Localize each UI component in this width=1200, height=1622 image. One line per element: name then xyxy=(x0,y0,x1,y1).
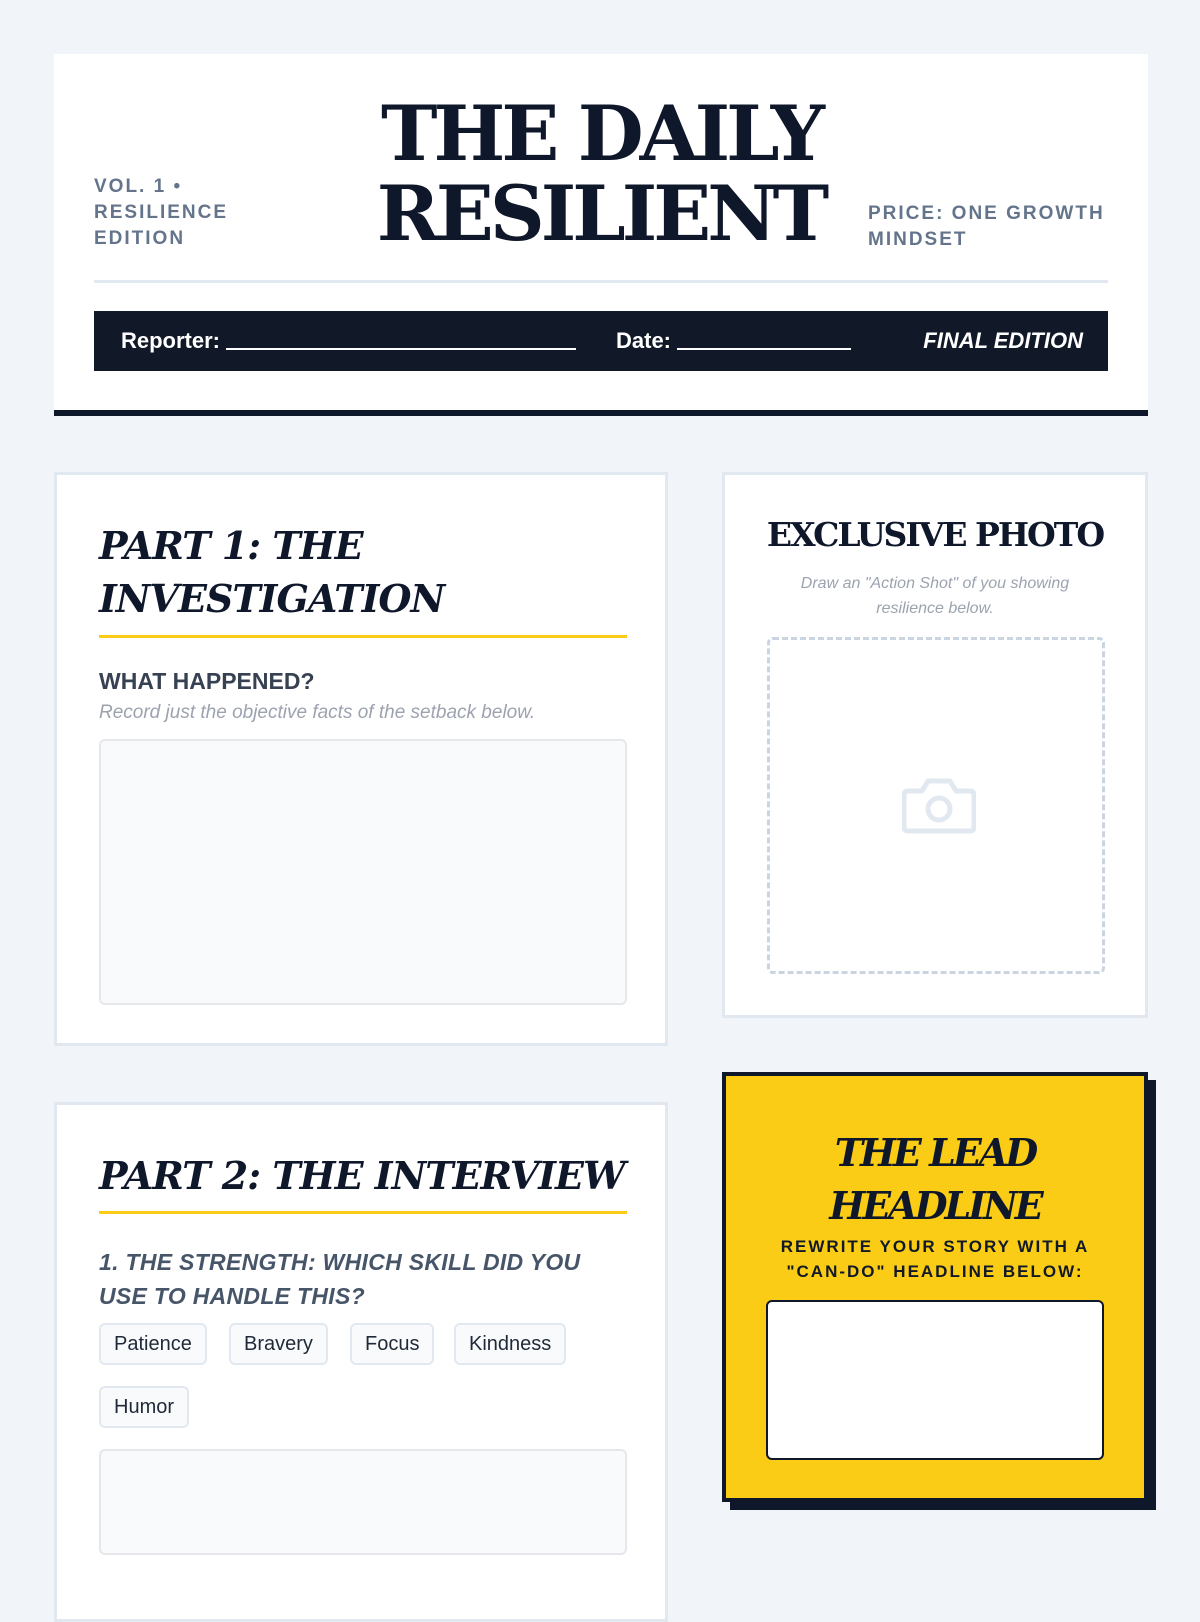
what-happened-answer-box[interactable] xyxy=(99,739,627,1005)
skill-chip-bravery[interactable]: Bravery xyxy=(229,1323,328,1365)
lead-headline-input[interactable] xyxy=(766,1300,1104,1460)
strength-question: 1. THE STRENGTH: WHICH SKILL DID YOU USE TO HANDLE THIS? xyxy=(99,1249,581,1309)
exclusive-photo-hint: Draw an "Action Shot" of you showing resilience below. xyxy=(800,575,1070,617)
skill-chip-patience[interactable]: Patience xyxy=(99,1323,207,1365)
reporter-blank[interactable] xyxy=(226,320,576,350)
what-happened-label: WHAT HAPPENED? xyxy=(99,668,315,694)
photo-drawing-area[interactable] xyxy=(767,637,1105,974)
date-label: Date: xyxy=(616,328,672,353)
part-1-title: PART 1: THE INVESTIGATION xyxy=(99,523,445,621)
title-line-1: THE DAILY xyxy=(380,89,821,178)
masthead-divider xyxy=(94,280,1108,283)
lead-headline-title xyxy=(726,1126,1144,1232)
strength-answer-box[interactable] xyxy=(99,1449,627,1555)
price-label: PRICE: ONE GROWTH MINDSET xyxy=(868,203,1105,250)
camera-icon xyxy=(902,775,976,835)
what-happened-hint: Record just the objective facts of the setback below. xyxy=(99,702,536,723)
lead-title-line-2: HEADLINE xyxy=(829,1183,1041,1228)
title-line-2: RESILIENT xyxy=(376,169,826,258)
newspaper-title xyxy=(354,89,848,258)
lead-headline-hint: REWRITE YOUR STORY WITH A "CAN-DO" HEADLINE BELOW: xyxy=(780,1237,1090,1281)
masthead xyxy=(54,54,1148,416)
exclusive-photo-card xyxy=(722,472,1148,1018)
part-2-card xyxy=(54,1102,668,1622)
lead-headline-card xyxy=(722,1072,1148,1502)
info-bar xyxy=(94,311,1108,371)
skill-chip-humor[interactable]: Humor xyxy=(99,1386,189,1428)
volume-label: VOL. 1 • RESILIENCE EDITION xyxy=(94,176,229,249)
reporter-field[interactable] xyxy=(121,311,576,371)
part-1-card xyxy=(54,472,668,1046)
skill-chip-kindness[interactable]: Kindness xyxy=(454,1323,566,1365)
exclusive-photo-title: EXCLUSIVE PHOTO xyxy=(766,515,1104,554)
part-1-rule xyxy=(99,635,627,638)
reporter-label: Reporter: xyxy=(121,328,221,353)
part-2-rule xyxy=(99,1211,627,1214)
date-field[interactable] xyxy=(616,311,851,371)
skill-chip-focus[interactable]: Focus xyxy=(350,1323,434,1365)
lead-title-line-1: THE LEAD xyxy=(834,1130,1036,1175)
edition-label: FINAL EDITION xyxy=(923,328,1083,353)
part-2-title: PART 2: THE INTERVIEW xyxy=(99,1153,625,1198)
date-blank[interactable] xyxy=(677,320,851,350)
